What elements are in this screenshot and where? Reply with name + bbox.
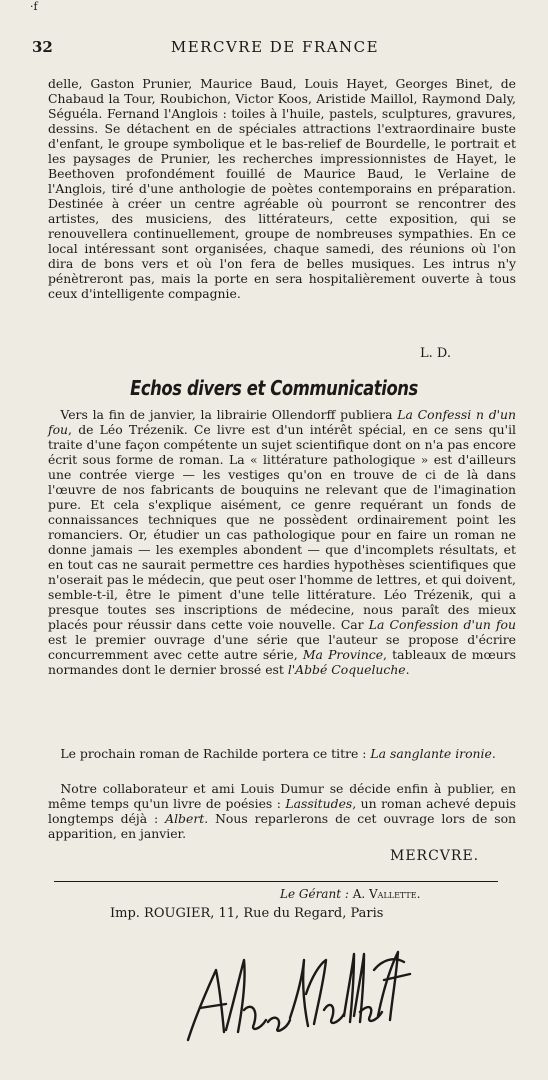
book-title: Ma Province [302, 647, 384, 662]
text-run: Vers la fin de janvier, la librairie Ollendorff publiera [60, 407, 398, 422]
gerant-line [280, 887, 420, 901]
book-title: La Confessi n d'un fou [48, 407, 516, 437]
section-signature: MERCVRE. [390, 848, 480, 864]
handwritten-signature [178, 920, 418, 1050]
text-run: Le prochain roman de Rachilde portera ce titre : [60, 746, 371, 761]
section-heading: Echos divers et Communications [130, 376, 418, 400]
corner-mark: ·f [30, 0, 38, 13]
intro-signature: L. D. [420, 346, 451, 361]
intro-paragraph: delle, Gaston Prunier, Maurice Baud, Louis Hayet, Georges Binet, de Chabaud la Tour, Roubichon, Victor Koos, Aristide Maillol, Raymond Daly, Séguéla. Fernand l'Anglois : toiles à l'huile, pastels, sculptures, gravures, dessins. Se détachent en de spéciales attractions l'extraordinaire buste d'enfant, le groupe symbolique et le bas-relief de Bourdelle, le portrait et les paysages de Prunier, les recherches impressionnistes de Hayet, le Beethoven profondément fouillé de Maurice Baud, le Verlaine de l'Anglois, tiré d'une anthologie de poètes contemporains en préparation. Destinée à créer un centre agréable où pourront se rencontrer des artistes, des musiciens, des littérateurs, cette exposition, qui se renouvellera continuellement, groupe de nombreuses sympathies. En ce local intéressant sont organisées, chaque samedi, des réunions où l'on dira de bons vers et où l'on fera de belles musiques. Les intrus n'y pénètreront pas, mais la porte en sera hospitalièrement ouverte à tous ceux d'intelligente compagnie. [48, 76, 516, 301]
paragraph-dumur [48, 781, 516, 841]
book-title: Lassitudes [285, 796, 353, 811]
page-number: 32 [32, 38, 53, 56]
gerant-name: A. Vallette. [352, 887, 421, 901]
gerant-label: Le Gérant : [280, 887, 349, 901]
paragraph-trezenik [48, 407, 516, 677]
running-head: MERCVRE DE FRANCE [170, 38, 380, 56]
text-run: . [491, 746, 496, 761]
book-title: Albert [165, 811, 205, 826]
book-title: La Confession d'un fou [368, 617, 516, 632]
text-run: , tableaux de mœurs normandes dont le dernier brossé est [48, 647, 517, 677]
page-header [22, 38, 528, 62]
book-title: l'Abbé Coqueluche [287, 662, 406, 677]
text-run: est le premier ouvrage d'une série que l'auteur se propose d'écrire concurremment avec cette autre série, [48, 632, 516, 662]
text-run: . [405, 662, 410, 677]
footer-divider [54, 881, 498, 882]
text-run: . Nous reparlerons de cet ouvrage lors de son apparition, en janvier. [48, 811, 517, 841]
printer-imprint: Imp. ROUGIER, 11, Rue du Regard, Paris [110, 906, 384, 921]
paragraph-rachilde [48, 746, 516, 761]
text-run: Notre collaborateur et ami Louis Dumur se décide enfin à publier, en même temps qu'un livre de poésies : [48, 781, 516, 811]
text-run: , un roman achevé depuis longtemps déjà : [48, 796, 516, 826]
book-title: La sanglante ironie [370, 746, 492, 761]
text-run: , de Léo Trézenik. Ce livre est d'un intérêt spécial, en ce sens qu'il traite d'une façon compétente un sujet scientifique dont on n'a pas encore écrit sous forme de roman. La « littérature pathologique » est d'ailleurs une contrée vierge — les vestiges qu'on en trouve de ci de là dans l'œuvre de nos fabricants de bouquins ne relevant que de l'imagination pure. Et cela s'explique aisément, ce genre requérant un fonds de connaissances techniques que ne possèdent ordinairement point les romanciers. Or, étudier un cas pathologique pour en faire un roman ne donne jamais — les exemples abondent — que d'incomplets résultats, et en tout cas ne saurait permettre ces hardies hypothèses scientifiques que n'oserait pas le médecin, que peut oser l'homme de lettres, et qui doivent, semble-t-il, être le piment d'une telle littérature. Léo Trézenik, qui a presque toutes ses inscriptions de médecine, nous paraît des mieux placés pour réussir dans cette voie nouvelle. Car [48, 422, 516, 632]
